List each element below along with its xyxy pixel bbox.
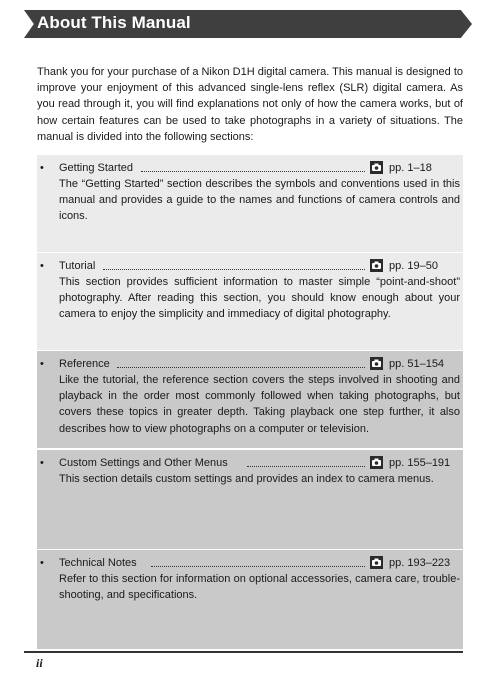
- section-heading: [37, 356, 463, 372]
- section-reference: [37, 351, 463, 448]
- section-technical-notes: [37, 550, 463, 649]
- leader-dots: [151, 566, 365, 567]
- camera-reference-icon: [370, 161, 383, 174]
- leader-dots: [103, 269, 365, 270]
- leader-dots: [141, 171, 365, 172]
- camera-reference-icon: [370, 357, 383, 370]
- section-title: Custom Settings and Other Menus: [59, 457, 228, 469]
- page-range: pp. 193–223: [389, 557, 451, 569]
- camera-reference-icon: [370, 456, 383, 469]
- leader-dots: [247, 466, 365, 467]
- camera-reference-icon: [370, 259, 383, 272]
- bullet: •: [40, 358, 44, 370]
- section-description: Refer to this section for information on optional accessories, camera care, trouble-shooting, and specifications.: [59, 573, 460, 602]
- page-range: pp. 51–154: [389, 358, 445, 370]
- section-tutorial: [37, 253, 463, 350]
- section-description: Like the tutorial, the reference section covers the steps involved in shooting and playback in the order most commonly followed when taking photographs, but covers these topics in greater depth. Taking playback one step further, it also describes how to view photographs on a computer or television.: [59, 374, 460, 435]
- bullet: •: [40, 557, 44, 569]
- page-range: pp. 19–50: [389, 260, 438, 272]
- section-title: Technical Notes: [59, 557, 137, 569]
- section-heading: [37, 258, 463, 274]
- section-getting-started: [37, 155, 463, 252]
- section-description: This section details custom settings and provides an index to camera menus.: [59, 473, 434, 485]
- intro-paragraph: Thank you for your purchase of a Nikon D1H digital camera. This manual is designed to improve your enjoyment of this advanced single-lens reflex (SLR) digital camera. As you read through it, you will find explanations not only of how the camera works, but of how certain features can be used to take photographs in a variety of situations. The manual is divided into the following sections:: [37, 66, 463, 143]
- bullet: •: [40, 162, 44, 174]
- section-description: This section provides sufficient information to master simple “point-and-shoot” photography. After reading this section, you should know enough about your camera to enjoy the simplicity and immediacy of digital photography.: [59, 276, 460, 321]
- section-heading: [37, 555, 463, 571]
- page-number: ii: [36, 656, 43, 670]
- page-title: About This Manual: [37, 13, 191, 32]
- section-description: The “Getting Started” section describes the symbols and conventions used in this manual and provides a guide to the names and functions of camera controls and icons.: [59, 178, 460, 223]
- bullet: •: [40, 260, 44, 272]
- section-title: Tutorial: [59, 260, 96, 272]
- page-range: pp. 1–18: [389, 162, 432, 174]
- footer-rule: [24, 651, 463, 653]
- section-title: Getting Started: [59, 162, 133, 174]
- leader-dots: [117, 367, 365, 368]
- camera-reference-icon: [370, 556, 383, 569]
- bullet: •: [40, 457, 44, 469]
- section-custom-settings: [37, 450, 463, 549]
- section-heading: [37, 160, 463, 176]
- section-heading: [37, 455, 463, 471]
- section-title: Reference: [59, 358, 110, 370]
- page-range: pp. 155–191: [389, 457, 451, 469]
